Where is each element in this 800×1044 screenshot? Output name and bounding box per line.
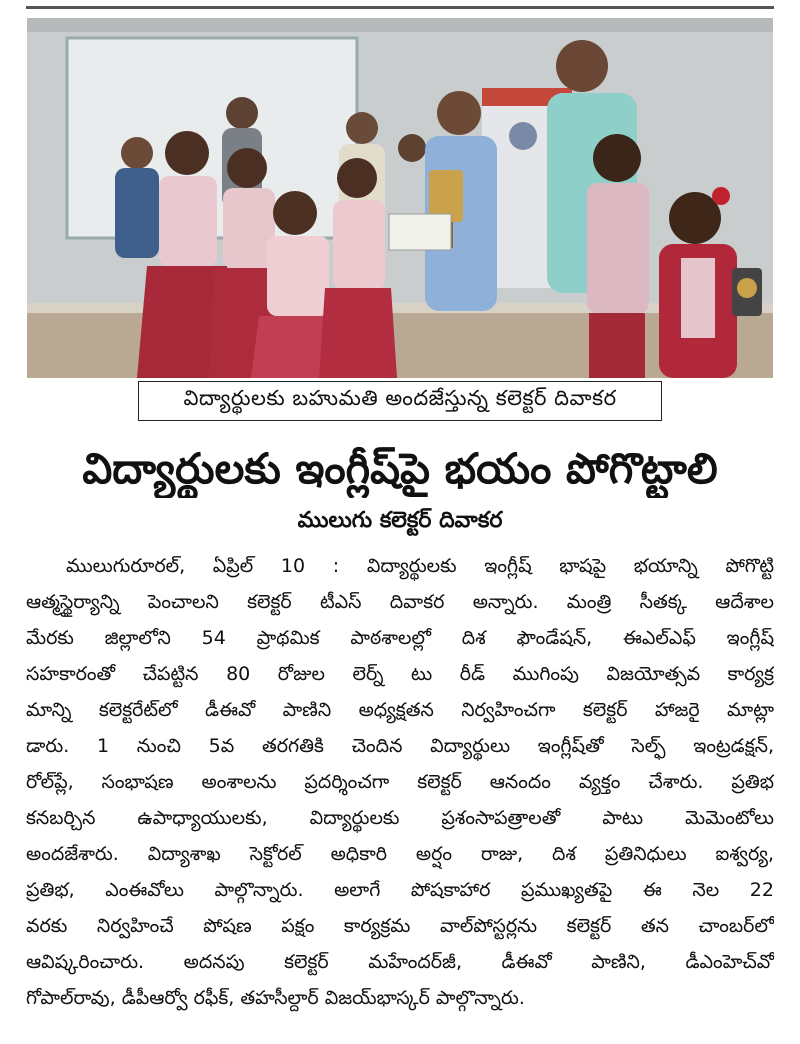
article-line: ఆత్మస్థైర్యాన్ని పెంచాలని కలెక్టర్ టీఎస్ దివాకర అన్నారు. మంత్రి సీతక్క ఆదేశాల	[26, 591, 774, 613]
article-line: అందజేశారు. విద్యాశాఖ సెక్టోరల్ అధికారి అర్షం రాజు, దిశ ప్రతినిధులు ఐశ్వర్య,	[26, 843, 774, 865]
article-line: వరకు నిర్వహించే పోషణ పక్షం కార్యక్రమ వాల్‌పోస్టర్లను కలెక్టర్ తన చాంబర్‌లో	[26, 915, 774, 937]
article-line: ములుగురూరల్, ఏప్రిల్ 10 : విద్యార్థులకు ఇంగ్లీష్ భాషపై భయాన్ని పోగొట్టి	[66, 555, 774, 577]
photo-caption: విద్యార్థులకు బహుమతి అందజేస్తున్న కలెక్టర్ దివాకర	[138, 381, 662, 421]
article-line: ప్రతిభ, ఎంఈవోలు పాల్గొన్నారు. అలాగే పోషకాహార ప్రముఖ్యతపై ఈ నెల 22	[26, 879, 774, 901]
article-body	[26, 548, 774, 1016]
subheadline: ములుగు కలెక్టర్ దివాకర	[297, 508, 503, 533]
news-photo	[27, 18, 773, 378]
article-line: ఆవిష్కరించారు. అదనపు కలెక్టర్ మహేందర్‌జీ, డీఈవో పాణిని, డీఎంహెచ్‌వో	[26, 951, 774, 973]
article-line: డారు. 1 నుంచి 5వ తరగతికి చెందిన విద్యార్థులు ఇంగ్లీష్‌తో సెల్ఫ్ ఇంట్రడక్షన్,	[26, 735, 774, 757]
headline: విద్యార్థులకు ఇంగ్లీష్‌పై భయం పోగొట్టాలి	[82, 444, 718, 493]
top-rule	[26, 6, 774, 9]
article-line: గోపాల్‌రావు, డీపీఆర్వో రఫీక్, తహసీల్దార్ విజయ్‌భాస్కర్ పాల్గొన్నారు.	[26, 987, 525, 1009]
article-line: సహకారంతో చేపట్టిన 80 రోజుల లెర్న్ టు రీడ్ ముగింపు విజయోత్సవ కార్యక్ర	[26, 663, 774, 685]
article-line: మాన్ని కలెక్టరేట్‌లో డీఈవో పాణిని అధ్యక్షతన నిర్వహించగా కలెక్టర్ హాజరై మాట్లా	[26, 699, 774, 721]
article-line: మేరకు జిల్లాలోని 54 ప్రాథమిక పాఠశాలల్లో దిశ ఫౌండేషన్, ఈఎల్ఎఫ్ ఇంగ్లీష్	[26, 627, 774, 649]
article-line: కనబర్చిన ఉపాధ్యాయులకు, విద్యార్థులకు ప్రశంసాపత్రాలతో పాటు మెమెంటోలు	[26, 807, 774, 829]
article-line: రోల్‌ప్లే, సంభాషణ అంశాలను ప్రదర్శించగా కలెక్టర్ ఆనందం వ్యక్తం చేశారు. ప్రతిభ	[26, 771, 774, 793]
